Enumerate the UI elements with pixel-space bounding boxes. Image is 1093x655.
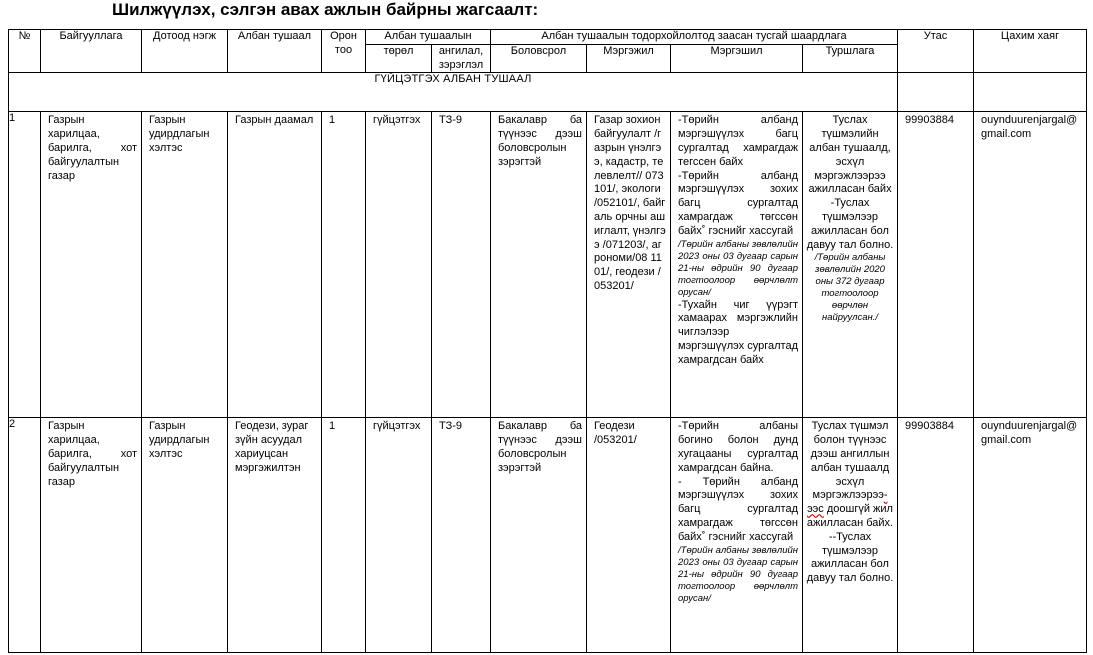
header-vacancies: Орон тоо [322,30,366,73]
header-profession: Мэргэжил [587,44,671,73]
vacancy-table [8,29,1087,653]
experience-item: -Туслах түшмэлээр ажилласан бол давуу тал болно. [806,197,894,251]
profession-cell: Газар зохион байгуулалт /газрын үнэлгээ, кадастр, тeлевлeлт// 073101/, экологи /052101/, байгаль орчны ашиглалт, үнэлгээ /071203/, агрономи/08 1101/, геодези /053201/ [594,114,666,292]
header-organization: Байгууллага [41,30,142,73]
header-requirements: Албан тушаалын тодорхойлолтод заасан тусгай шаардлага [491,30,898,45]
profession-cell: Геодези /053201/ [594,420,637,447]
vacancies-cell: 1 [329,114,336,127]
education-cell: Бакалавр ба түүнээс дээш боловсролын зэрэгтэй [498,420,582,474]
rank-cell: ТЗ-9 [439,114,463,127]
header-position: Албан тушаал [228,30,322,73]
skills-item: - Төрийн албанд мэргэшүүлэх зохих багц сургалтад хамрагдаж төгссөн байх˚ гэснийг хассугай [678,475,798,543]
skills-item: -Төрийн албаны богино болон дунд хугацааны сургалтад хамрагдсан байна. [678,420,798,474]
organization-cell: Газрын харилцаа, барилга, хот байгуулалтын газар [48,420,137,488]
header-education: Боловсрол [491,44,587,73]
experience-item: Туслах түшмэлийн албан тушаалд, эсхүл мэргэжлээрээ ажилласан байх [808,114,892,196]
section-empty-cell [974,73,1087,112]
skills-cell [671,112,802,367]
header-experience: Туршлага [803,44,898,73]
header-rank: ангилал, зэрэглэл [432,44,491,73]
header-phone: Утас [898,30,974,73]
skills-note: /Төрийн албаны зөвлөлийн 2023 оны 03 дугаар сарын 21-ны өдрийн 90 дугаар тогтоолоор өөрчлөлт орусан/ [678,544,798,604]
type-cell: гүйцэтгэх [373,420,421,433]
skills-item: -Төрийн албанд мэргэшүүлэх багц сургалтад хамрагдаж тeгссeн байх [678,114,798,168]
department-cell: Газрын удирдлагын хэлтэс [149,114,210,154]
experience-item: --Туслах түшмэлээр ажилласан бол давуу тал болно. [806,530,894,585]
skills-item: -Төрийн албанд мэргэшүүлэх зохих багц сургалтад хамрагдаж төгссөн байх˚ гэснийг хассугай [678,169,798,237]
phone-cell: 99903884 [905,114,954,127]
position-cell: Газрын даамал [235,114,314,127]
header-skills: Мэргэшил [671,44,803,73]
document-title: Шилжүүлэх, сэлгэн авах ажлын байрны жагсаалт: [112,0,539,19]
row-number: 1 [9,112,41,418]
rank-cell: ТЗ-9 [439,420,463,433]
education-cell: Бакалавр ба түүнээс дээш боловсролын зэрэгтэй [498,114,582,168]
section-empty-cell [898,73,974,112]
row-number: 2 [9,418,41,653]
header-position-group: Албан тушаалын [366,30,491,45]
type-cell: гүйцэтгэх [373,114,421,127]
vacancies-cell: 1 [329,420,336,433]
skills-note: /Төрийн албаны зөвлөлийн 2023 оны 03 дугаар сарын 21-ны өдрийн 90 дугаар тогтоолоор өөрчлөлт орусан/ [678,238,798,298]
header-no: № [9,30,41,73]
skills-cell [671,418,802,604]
experience-cell [803,418,897,586]
table-row [9,112,1087,418]
header-type: төрөл [366,44,432,73]
email-cell: ouynduurenjargal@gmail.com [981,420,1078,447]
spellcheck-mark: -ээс [807,489,888,516]
department-cell: Газрын удирдлагын хэлтэс [149,420,210,460]
organization-cell: Газрын харилцаа, барилга, хот байгуулалтын газар [48,114,137,182]
table-row [9,418,1087,653]
experience-item: Туслах түшмэл болон түүнээс дээш ангиллын албан тушаалд эсхүл мэргэжлээрээ-ээс доошгүй жил ажилласан байх. [806,420,894,529]
skills-item: -Тухайн чиг үүрэгт хамаарах мэргэжлийн чиглэлээр мэргэшүүлэх сургалтад хамрагдсан байх [678,298,798,366]
section-label: ГҮЙЦЭТГЭХ АЛБАН ТУШААЛ [9,73,898,112]
phone-cell: 99903884 [905,420,954,433]
experience-cell [803,112,897,324]
position-cell: Геодези, зураг зүйн асуудал хариуцсан мэргэжилтэн [235,420,309,474]
header-department: Дотоод нэгж [142,30,228,73]
experience-note: /Төрийн албаны зөвлөлийн 2020 оны 372 дугаар тогтоолоор өөрчлөн найруулсан./ [814,252,886,324]
email-cell: ouynduurenjargal@gmail.com [981,114,1078,141]
header-email: Цахим хаяг [974,30,1087,73]
